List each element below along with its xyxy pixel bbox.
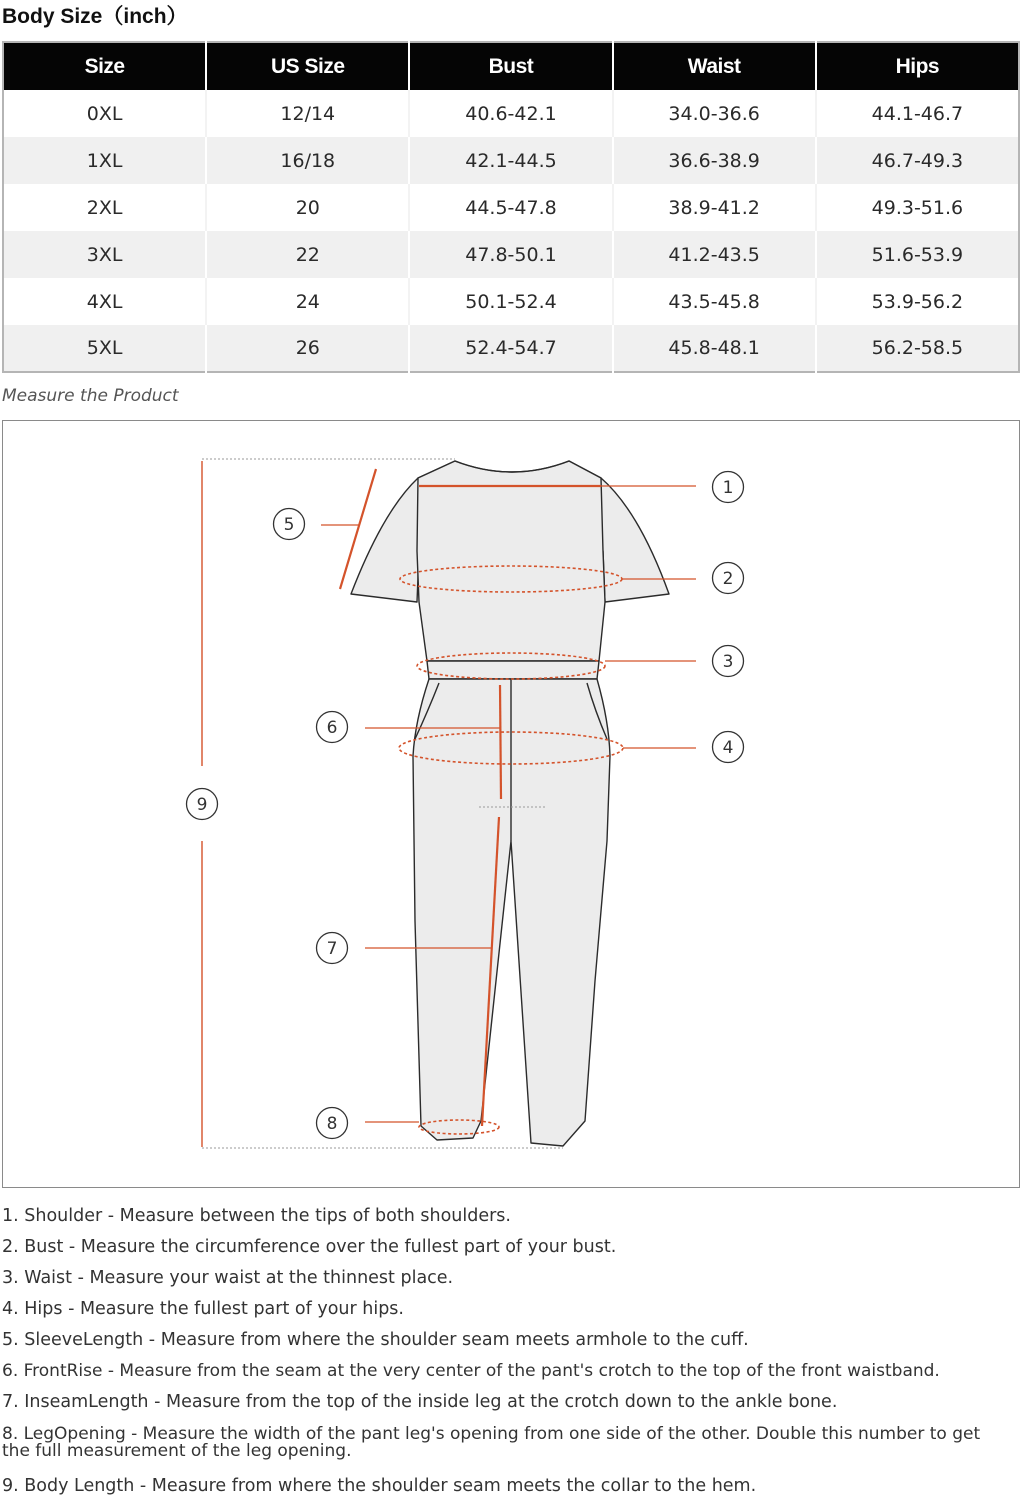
marker-5-label: 5 xyxy=(283,515,295,535)
table-row xyxy=(3,278,1019,325)
cell-hips: 51.6-53.9 xyxy=(816,231,1019,278)
cell-us-size: 22 xyxy=(206,231,409,278)
jumpsuit-diagram-svg xyxy=(3,421,1019,1187)
header-size: Size xyxy=(3,42,206,90)
cell-bust: 42.1-44.5 xyxy=(409,137,612,184)
header-bust: Bust xyxy=(409,42,612,90)
cell-waist: 36.6-38.9 xyxy=(613,137,816,184)
cell-bust: 40.6-42.1 xyxy=(409,90,612,137)
marker-1 xyxy=(713,472,744,503)
cell-waist: 41.2-43.5 xyxy=(613,231,816,278)
marker-6-label: 6 xyxy=(326,718,338,738)
note-sleeve-length: 5. SleeveLength - Measure from where the shoulder seam meets armhole to the cuff. xyxy=(2,1330,749,1350)
cell-us-size: 24 xyxy=(206,278,409,325)
size-chart-table xyxy=(2,41,1020,373)
cell-size: 3XL xyxy=(3,231,206,278)
marker-8 xyxy=(317,1108,348,1139)
cell-waist: 34.0-36.6 xyxy=(613,90,816,137)
header-waist: Waist xyxy=(613,42,816,90)
cell-bust: 50.1-52.4 xyxy=(409,278,612,325)
cell-size: 2XL xyxy=(3,184,206,231)
measurement-diagram xyxy=(2,420,1020,1188)
bodice xyxy=(417,461,605,661)
page-title: Body Size（inch） xyxy=(2,5,188,28)
note-shoulder: 1. Shoulder - Measure between the tips of both shoulders. xyxy=(2,1206,511,1226)
cell-us-size: 20 xyxy=(206,184,409,231)
marker-7-label: 7 xyxy=(326,939,338,959)
table-row xyxy=(3,325,1019,372)
table-row xyxy=(3,184,1019,231)
cell-bust: 44.5-47.8 xyxy=(409,184,612,231)
cell-hips: 56.2-58.5 xyxy=(816,325,1019,372)
front-rise-line xyxy=(500,685,501,799)
marker-5 xyxy=(274,509,305,540)
cell-waist: 45.8-48.1 xyxy=(613,325,816,372)
marker-9 xyxy=(187,789,218,820)
note-front-rise: 6. FrontRise - Measure from the seam at the very center of the pant's crotch to the top of the front waistband. xyxy=(2,1361,940,1381)
table-row xyxy=(3,90,1019,137)
marker-6 xyxy=(317,712,348,743)
marker-7 xyxy=(317,933,348,964)
note-inseam-length: 7. InseamLength - Measure from the top of the inside leg at the crotch down to the ankle bone. xyxy=(2,1392,838,1412)
marker-9-label: 9 xyxy=(196,795,208,815)
marker-2-label: 2 xyxy=(722,569,734,589)
header-hips: Hips xyxy=(816,42,1019,90)
cell-us-size: 12/14 xyxy=(206,90,409,137)
cell-hips: 53.9-56.2 xyxy=(816,278,1019,325)
cell-us-size: 26 xyxy=(206,325,409,372)
table-row xyxy=(3,137,1019,184)
measure-product-subheading: Measure the Product xyxy=(2,386,179,406)
cell-hips: 44.1-46.7 xyxy=(816,90,1019,137)
cell-bust: 52.4-54.7 xyxy=(409,325,612,372)
marker-4 xyxy=(713,732,744,763)
marker-8-label: 8 xyxy=(326,1114,338,1134)
note-body-length: 9. Body Length - Measure from where the shoulder seam meets the collar to the hem. xyxy=(2,1476,757,1496)
cell-size: 0XL xyxy=(3,90,206,137)
marker-3-label: 3 xyxy=(722,652,734,672)
cell-hips: 49.3-51.6 xyxy=(816,184,1019,231)
note-bust: 2. Bust - Measure the circumference over the fullest part of your bust. xyxy=(2,1237,617,1257)
header-us-size: US Size xyxy=(206,42,409,90)
cell-waist: 38.9-41.2 xyxy=(613,184,816,231)
cell-hips: 46.7-49.3 xyxy=(816,137,1019,184)
note-waist: 3. Waist - Measure your waist at the thinnest place. xyxy=(2,1268,454,1288)
marker-1-label: 1 xyxy=(722,478,734,498)
marker-2 xyxy=(713,563,744,594)
cell-size: 1XL xyxy=(3,137,206,184)
note-hips: 4. Hips - Measure the fullest part of your hips. xyxy=(2,1299,404,1319)
cell-size: 5XL xyxy=(3,325,206,372)
marker-3 xyxy=(713,646,744,677)
table-row xyxy=(3,231,1019,278)
marker-4-label: 4 xyxy=(722,738,734,758)
table-header-row xyxy=(3,42,1019,90)
cell-us-size: 16/18 xyxy=(206,137,409,184)
cell-waist: 43.5-45.8 xyxy=(613,278,816,325)
cell-bust: 47.8-50.1 xyxy=(409,231,612,278)
note-leg-opening: 8. LegOpening - Measure the width of the pant leg's opening from one side of the other. Double this number to get the full measurement of the leg opening. xyxy=(2,1424,981,1461)
cell-size: 4XL xyxy=(3,278,206,325)
jumpsuit-illustration xyxy=(351,461,669,1146)
